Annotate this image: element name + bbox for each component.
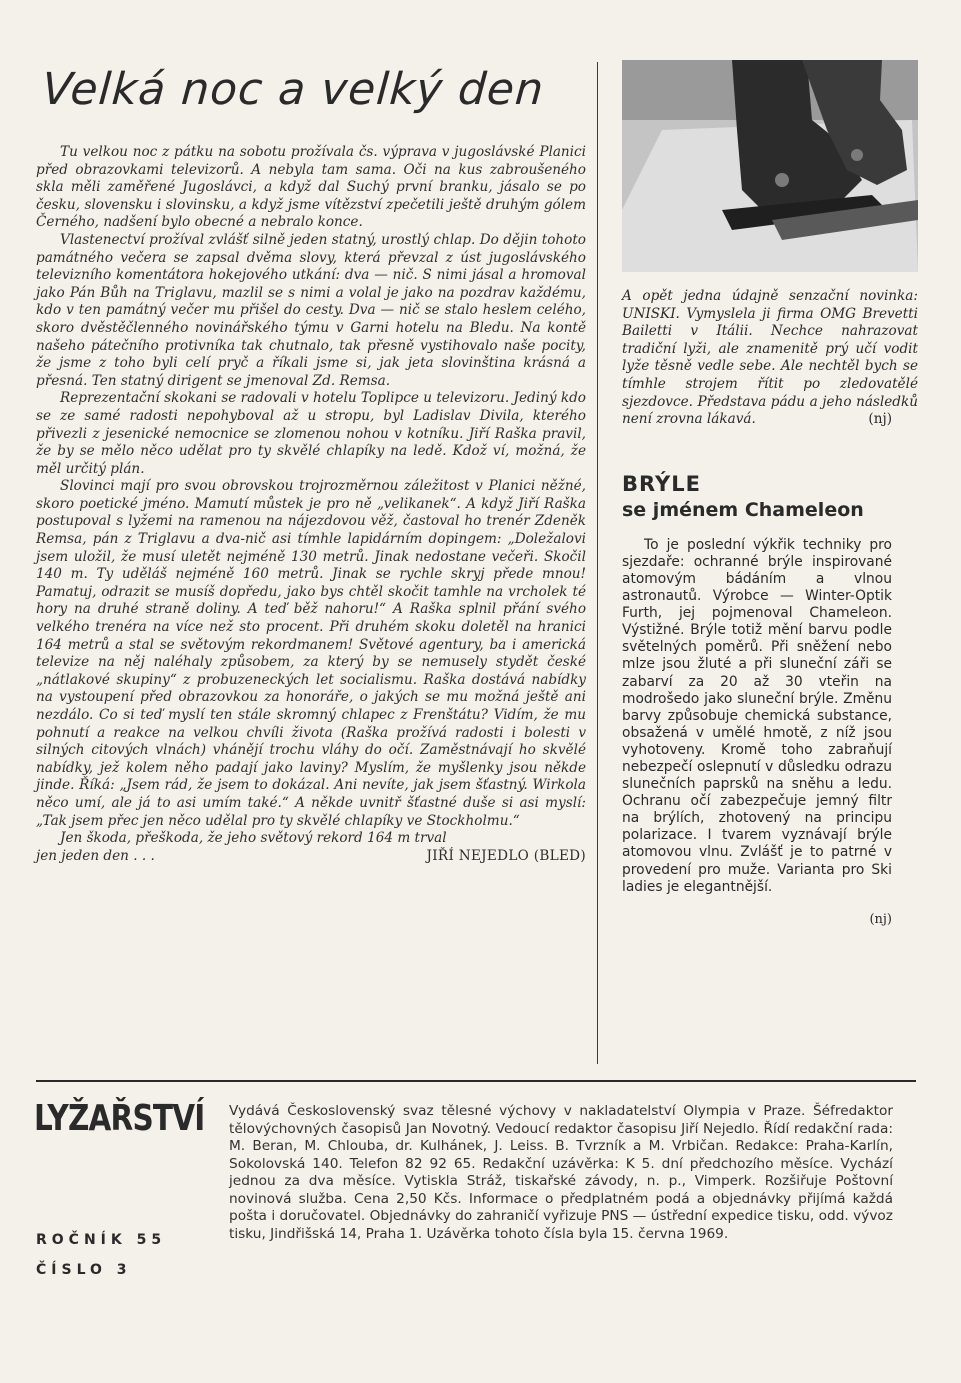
column-divider [597,62,598,1064]
article-body [36,144,586,865]
photo-caption [622,288,918,429]
article-author: JIŘÍ NEJEDLO (BLED) [426,847,586,864]
uniski-photo [622,60,918,272]
article-closing: jen jeden den . . . [36,847,155,864]
sidebar-title: se jménem Chameleon [622,498,864,521]
article-paragraph: Reprezentační skokani se radovali v hotelu Toplipce u televizoru. Jediný kdo se ze samé radosti nepohyboval až u stropu, byl Ladislav Divila, kterého přivezli z jesenické nemocnice se zlomenou nohou v kotníku. Jiří Raška pravil, že by se mělo něco udělat pro ty skvělé chlapíky na ledě. Kdož ví, možná, že měl určitý plán. [36,390,586,477]
article-paragraph: Jen škoda, přeškoda, že jeho světový rekord 164 m trval [60,830,447,847]
article-title: Velká noc a velký den [40,64,546,115]
article-paragraph: Tu velkou noc z pátku na sobotu prožívala čs. výprava v jugoslávské Planici před obrazovkami televizorů. A nebyla tam sama. Oči na kus zabroušeného skla měli zaměřené Jugoslávci, a když dal Suchý první branku, jásalo se po česku, slovensku i slovinsku, a když jsme vítězství zpečetili ještě druhým gólem Černého, nadšení bylo obecné a nebralo konce. [36,144,586,231]
article-paragraph: Vlastenectví prožíval zvlášť silně jeden statný, urostlý chlap. Do dějin tohoto památného večera se zapsal dvěma slovy, která převzal z úst jugoslávského televizního komentátora hokejového utkání: dva — nič. S nimi jásal a hromoval jako Pán Bůh na Triglavu, mazlil se s nimi a volal je jako na pozdrav každému, kdo v ten památný večer mu přišel do cesty. Dva — nič se stalo heslem celého, skoro dvěstěčlenného novinářského týmu v Garni hotelu na Bledu. Na kontě našeho pátečního protivníka tak chutnalo, tak přesně vystihovalo naše pocity, že jsme z toho byli celí pryč a říkali jsme si, jak jeta slovinština krásná a přesná. Ten statný dirigent se jmenoval Zd. Remsa. [36,231,586,389]
sidebar-kicker: BRÝLE [622,471,701,496]
volume-number: ROČNÍK 55 [36,1232,167,1248]
sidebar-paragraph: To je poslední výkřik techniky pro sjezdaře: ochranné brýle inspirované atomovým bádáním a vlnou astronautů. Výrobce — Winter-Optik Furth, jej pojmenoval Chameleon. Výstižné. Brýle totiž mění barvu podle světelných poměrů. Při sněžení nebo mlze jsou žluté a při sluneční záři se zabarví za 20 až 30 vteřin na modrošedo jako sluneční brýle. Změnu barvy způsobuje chemická substance, obsažená v umělé hmotě, z níž jsou vyhotoveny. Kromě toho zabraňují nebezpečí oslepnutí v důsledku odrazu slunečních paprsků na sněhu a ledu. Ochranu očí zabezpečuje jemný filtr na brýlích, zhotovený na principu polarizace. I tvarem vyznávají brýle atomovou vlnu. Zvlášť je to patrné v provedení pro muže. Varianta pro Ski ladies je elegantnější. [622,536,892,895]
photo-caption-text: A opět jedna údajně senzační novinka: UNISKI. Vymyslela ji firma OMG Brevetti Bailetti v Itálii. Nechce nahrazovat tradiční lyži, ale znamenitě prý učí vodit lyže těsně vedle sebe. Ale nechtěl bych se tímhle strojem řítit po zledovatělé sjezdovce. Představa pádu a jeho následků není zrovna lákavá. [622,288,918,428]
issue-number: ČÍSLO 3 [36,1262,132,1278]
right-column [622,60,918,927]
magazine-name: LYŽAŘSTVÍ [34,1098,205,1139]
main-article [36,60,586,865]
photo-caption-tag: (nj) [868,411,892,428]
colophon: Vydává Československý svaz tělesné výchovy v nakladatelství Olympia v Praze. Šéfredaktor tělovýchovných časopisů Jan Novotný. Vedoucí redaktor časopisu Jiří Nejedlo. Řídí redakční rada: M. Beran, M. Chlouba, dr. Kulhánek, J. Leiss. B. Tvrzník a M. Vrbičan. Redakce: Praha-Karlín, Sokolovská 140. Telefon 82 92 65. Redakční uzávěrka: K 5. dní předchozího měsíce. Vychází jednou za dva měsíce. Vytiskla Stráž, tiskařské závody, n. p., Vimperk. Rozšiřuje Poštovní novinová služba. Cena 2,50 Kčs. Informace o předplatném podá a objednávky přijímá každá pošta i doručovatel. Objednávky do zahraničí vyřizuje PNS — ústřední expedice tisku, odd. vývoz tisku, Jindřišská 14, Praha 1. Uzávěrka tohoto čísla byla 15. června 1969. [229,1103,893,1242]
masthead-rule [36,1080,916,1082]
sidebar-tag: (nj) [869,911,892,927]
article-signature-line [36,848,586,866]
ski-boot-illustration [622,60,918,272]
article-paragraph: Slovinci mají pro svou obrovskou trojrozměrnou záležitost v Planici něžné, skoro poetické jméno. Mamutí můstek je pro ně „velikanek“. A když Jiří Raška postupoval s lyžemi na ramenou na nájezdovou věž, častoval ho trenér Zdeněk Remsa, pán z Triglavu a dva-nič asi tímhle lapidárním dopingem: „Doležalovi jsem uložil, že musí uletět nejméně 130 metrů. Jinak nedostane večeři. Skočil 140 m. Ty uděláš nejméně 160 metrů. Jinak se rychle skryj přede mnou! Pamatuj, odrazit se musíš dopředu, jako bys chtěl skočit tamhle na vrcholek té hory na druhé straně doliny. A teď běž nahoru!“ A Raška splnil přání svého velkého trenéra na více než sto procent. Při druhém skoku doletěl na hranici 164 metrů a stal se světovým rekordmanem! Světové agentury, ba i americká televize na něj naléhaly způsobem, za který by se nemusely stydět české „nátlakové skupiny“ z probuzeneckých let socialismu. Raška dostává nabídky na vystoupení před obrazovkou za honoráře, o jakých se mu možná ještě ani nezdálo. Co si teď myslí ten stále skromný chlapec z Frenštátu? Vidím, že mu pohnutí a reakce na velkou chvíli života (Raška prožívá radosti i bolesti v silných citových vlnách) vhánějí trochu vláhy do očí. Zaměstnávají ho skvělé nabídky, jež kolem něho padají jako laviny? Myslím, že myšlenky jsou někde jinde. Říká: „Jsem rád, že jsem to dokázal. Ani nevíte, jak jsem šťastný. Wirkola něco umí, ale já to asi umím také.“ A někde uvnitř šťastné duše si asi myslí: „Tak jsem přec jen něco udělal pro ty skvělé chlapíky ve Stockholmu.“ [36,478,586,829]
sidebar-body [622,537,892,896]
